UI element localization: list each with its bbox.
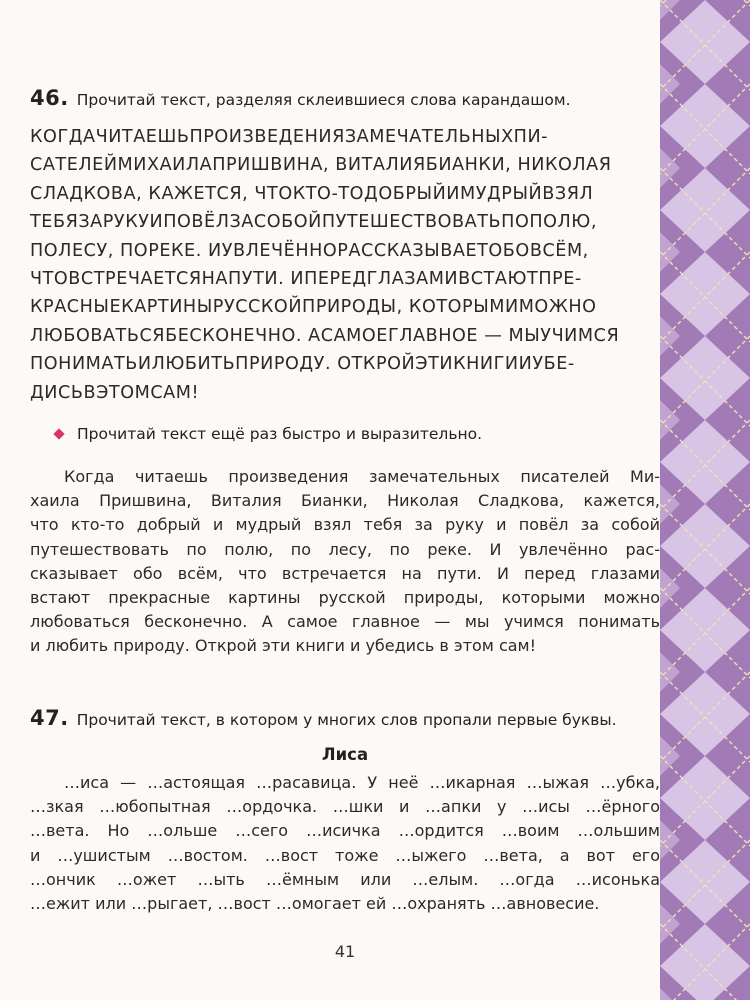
story-line: …вета. Но …ольше …сего …исичка …ордится …воим …ольшим: [30, 821, 660, 841]
glued-line: КОГДАЧИТАЕШЬПРОИЗВЕДЕНИЯЗАМЕЧАТЕЛЬНЫХПИ-: [30, 127, 549, 147]
exercise-46-heading: [30, 86, 660, 110]
exercise-47-heading: [30, 706, 660, 730]
glued-line: ТЕБЯЗАРУКУИПОВЁЛЗАСОБОЙПУТЕШЕСТВОВАТЬПОПОЛЮ,: [30, 212, 597, 233]
glued-line: САТЕЛЕЙМИХАИЛАПРИШВИНА, ВИТАЛИЯБИАНКИ, НИКОЛАЯ: [30, 155, 612, 176]
reading-paragraph: [30, 465, 660, 659]
paragraph-line: любоваться бесконечно. А самое главное — мы учимся понимать: [30, 612, 660, 632]
story-line: и …ушистым …востом. …вост тоже …ыжего …вета, а вот его: [30, 845, 660, 865]
glued-text-block: [30, 123, 660, 407]
paragraph-line: сказывает обо всём, что встречается на пути. И перед глазами: [30, 563, 660, 583]
story-line: …ончик …ожет …ыть …ёмным или …елым. …огда …исонька: [30, 869, 660, 889]
diamond-bullet-icon: [53, 428, 64, 439]
story-line: …зкая …юбопытная …ордочка. …шки и …апки у …исы …ёрного: [30, 797, 660, 817]
paragraph-line: и любить природу. Открой эти книги и убедись в этом сам!: [30, 636, 537, 656]
exercise-47-task: Прочитай текст, в котором у многих слов пропали первые буквы.: [76, 711, 617, 729]
paragraph-line: встают прекрасные картины русской природы, которыми можно: [30, 588, 660, 608]
story-paragraph: [30, 771, 660, 916]
glued-line: ПОНИМАТЬИЛЮБИТЬПРИРОДУ. ОТКРОЙЭТИКНИГИИУБЕ-: [30, 354, 575, 375]
exercise-46-task: Прочитай текст, разделяя склеившиеся слова карандашом.: [76, 91, 571, 109]
paragraph-line: хаила Пришвина, Виталия Бианки, Николая Сладкова, кажется,: [30, 491, 660, 511]
story-line: …иса — …астоящая …расавица. У неё …икарная …ыжая …убка,: [64, 773, 660, 792]
exercise-46-subtask: [55, 425, 482, 443]
glued-line: СЛАДКОВА, КАЖЕТСЯ, ЧТОКТО-ТОДОБРЫЙИМУДРЫЙВЗЯЛ: [30, 183, 594, 204]
glued-line: ПОЛЕСУ, ПОРЕКЕ. ИУВЛЕЧЁННОРАССКАЗЫВАЕТОБОВСЁМ,: [30, 240, 589, 261]
paragraph-line: путешествовать по полю, по лесу, по реке. И увлечённо рас-: [30, 539, 660, 559]
glued-line: ЛЮБОВАТЬСЯБЕСКОНЕЧНО. АСАМОЕГЛАВНОЕ — МЫУЧИМСЯ: [30, 325, 620, 346]
subtask-text: Прочитай текст ещё раз быстро и выразительно.: [77, 425, 483, 443]
story-title: Лиса: [321, 745, 369, 764]
glued-line: ДИСЬВЭТОМСАМ!: [30, 382, 200, 403]
page-number: 41: [334, 942, 356, 961]
exercise-47-number: 47.: [30, 706, 69, 730]
glued-line: КРАСНЫЕКАРТИНЫРУССКОЙПРИРОДЫ, КОТОРЫМИМОЖНО: [30, 297, 597, 318]
glued-line: ЧТОВСТРЕЧАЕТСЯНАПУТИ. ИПЕРЕДГЛАЗАМИВСТАЮТПРЕ-: [30, 269, 582, 290]
side-pattern: [660, 0, 750, 1000]
exercise-46-number: 46.: [30, 86, 69, 110]
paragraph-line: Когда читаешь произведения замечательных писателей Ми-: [64, 467, 660, 486]
story-line: …ежит или …рыгает, …вост …омогает ей …охранять …авновесие.: [30, 894, 600, 914]
paragraph-line: что кто-то добрый и мудрый взял тебя за руку и повёл за собой: [30, 515, 660, 535]
